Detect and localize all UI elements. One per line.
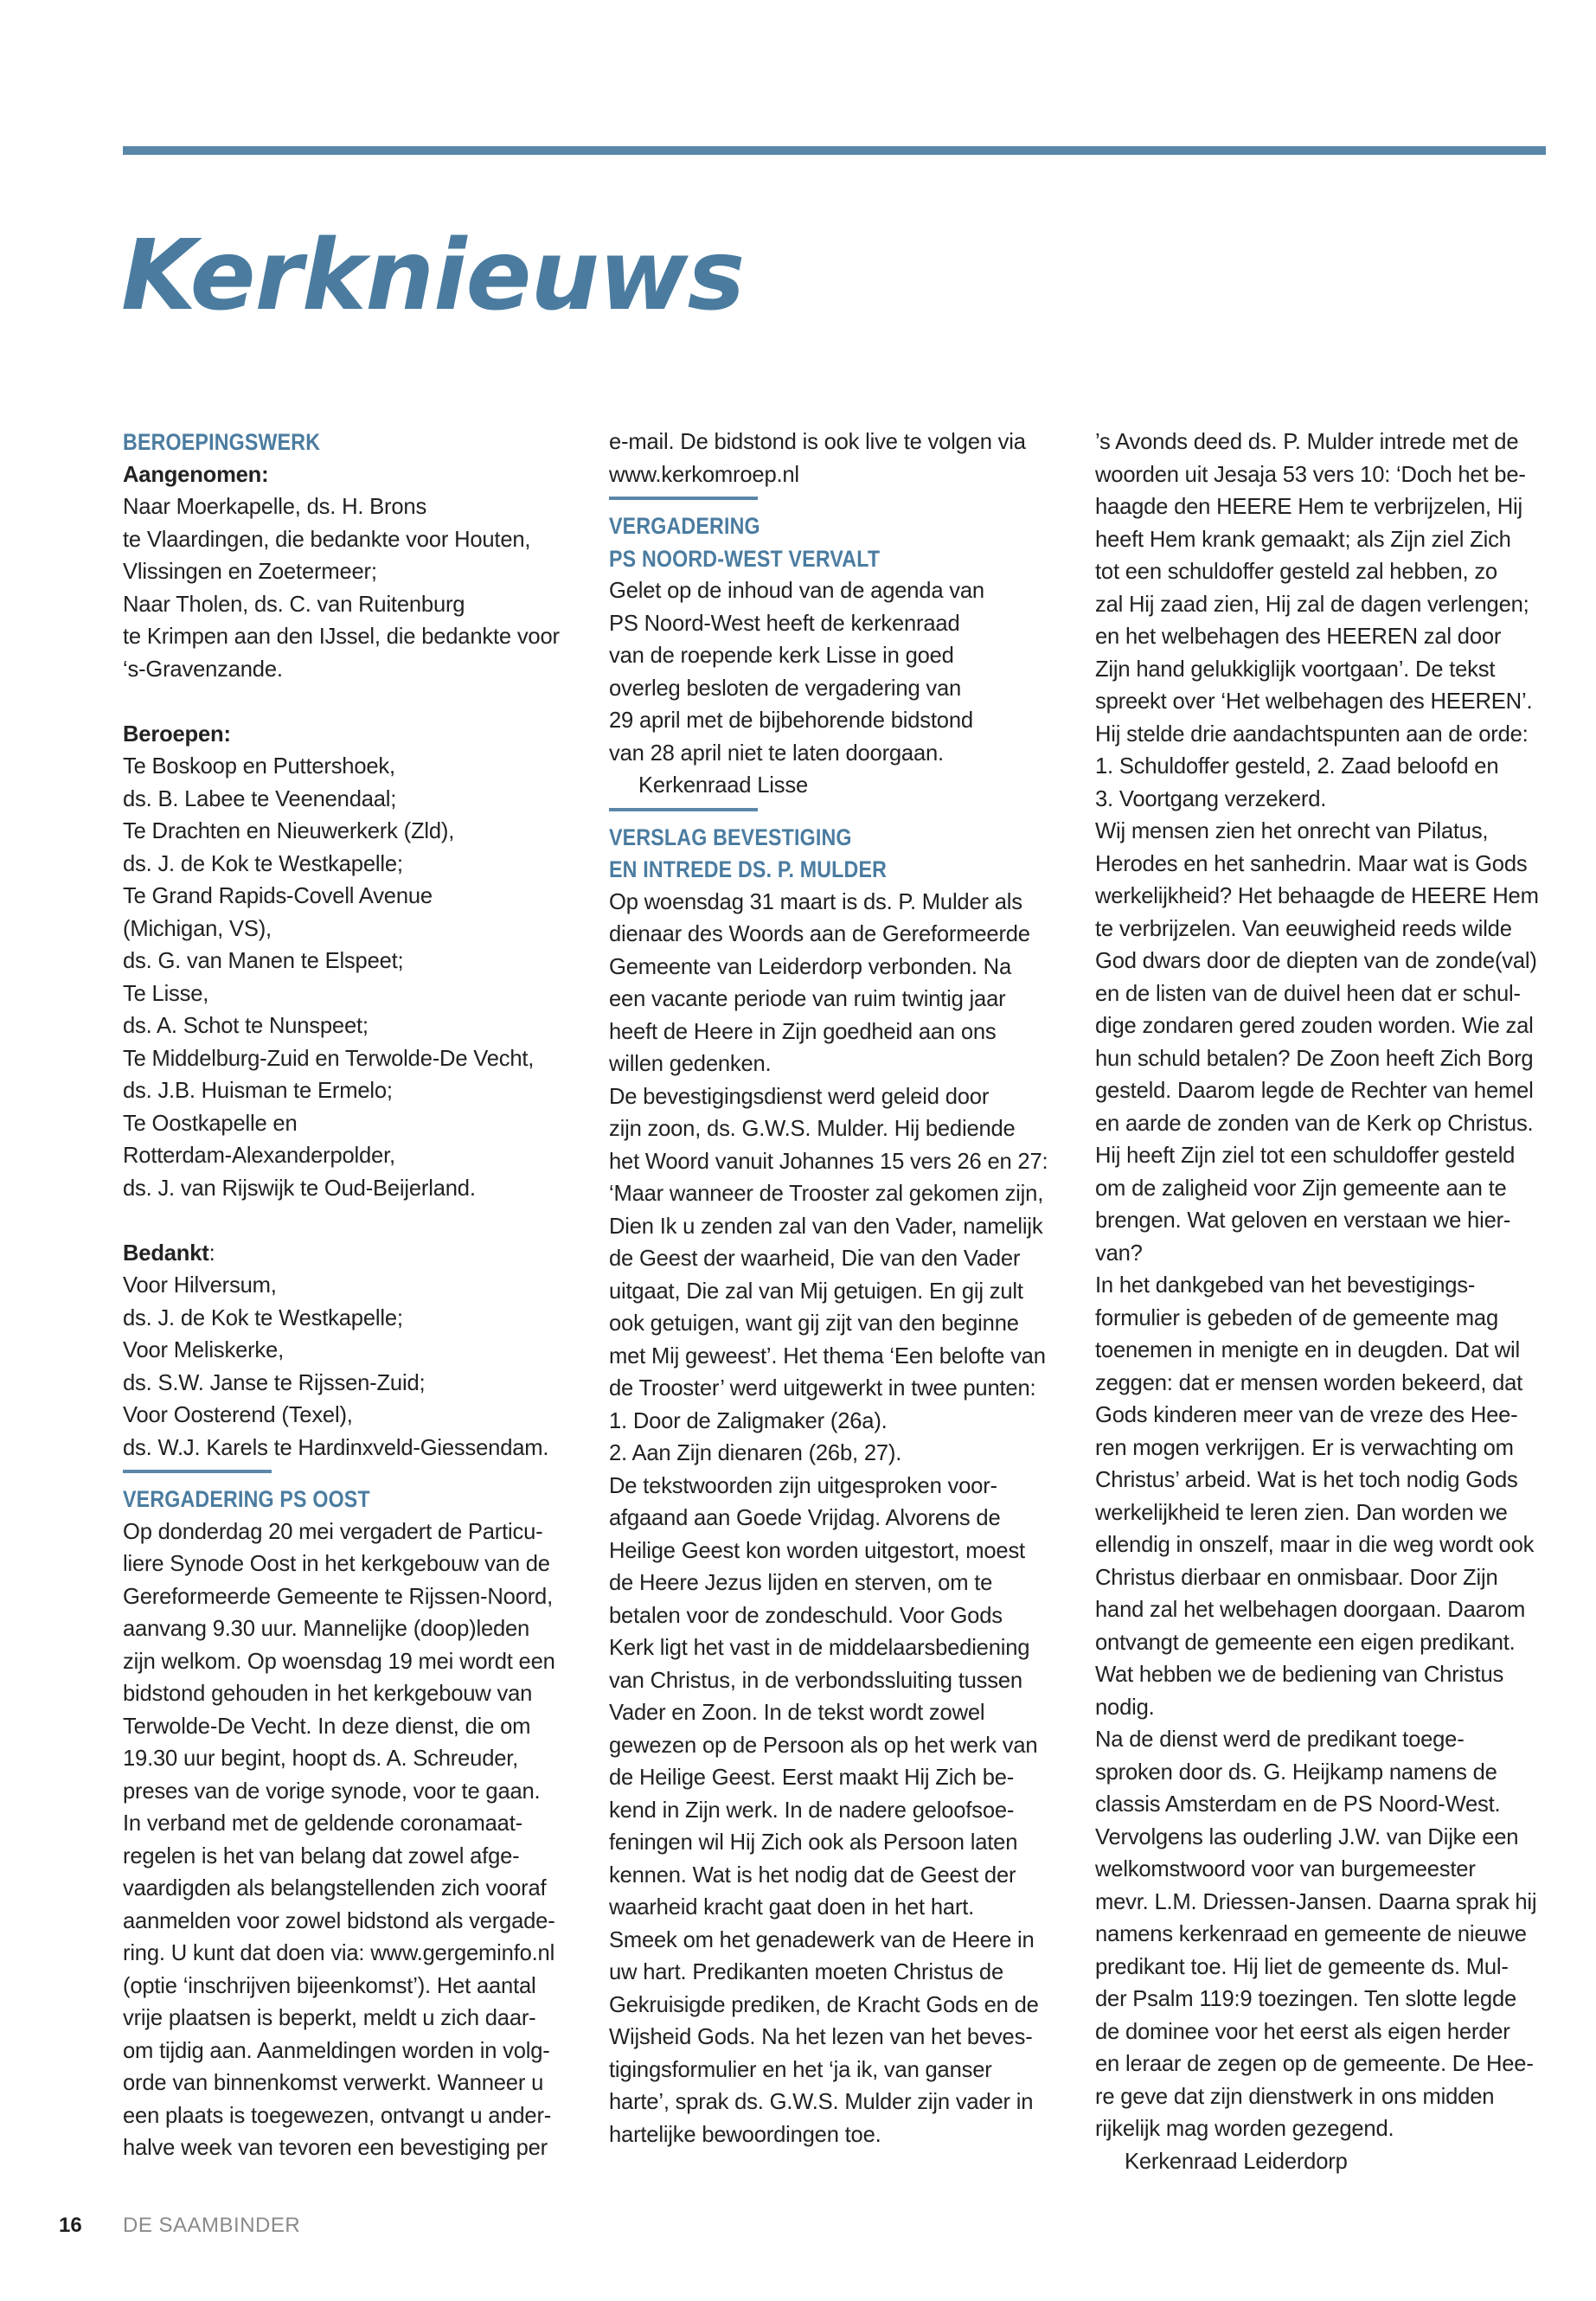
text-line: en de listen van de duivel heen dat er schul-	[1095, 981, 1521, 1006]
text-line: (optie ‘inschrijven bijeenkomst’). Het aantal	[123, 1973, 536, 1998]
text-line: ds. J. de Kok te Westkapelle;	[123, 851, 403, 876]
text-line: te verbrijzelen. Van eeuwigheid reeds wilde	[1095, 916, 1512, 941]
section-separator	[123, 1465, 573, 1484]
section-heading: VERGADERING PS OOST	[123, 1486, 370, 1512]
text-line: Gods kinderen meer van de vreze des Hee-	[1095, 1403, 1518, 1427]
text-line: preses van de vorige synode, voor te gaan.	[123, 1779, 541, 1804]
text-line: afgaand aan Goede Vrijdag. Alvorens de	[609, 1506, 1001, 1530]
text-line: het Woord vanuit Johannes 15 vers 26 en 27:	[609, 1149, 1048, 1174]
text-line: In verband met de geldende coronamaat-	[123, 1811, 522, 1836]
text-line: ds. W.J. Karels te Hardinxveld-Giessendam.	[123, 1435, 549, 1460]
text-line: Gemeente van Leiderdorp verbonden. Na	[609, 954, 1011, 979]
list-label	[123, 459, 573, 492]
text-line: zijn zoon, ds. G.W.S. Mulder. Hij bediende	[609, 1117, 1016, 1141]
text-line: 29 april met de bijbehorende bidstond	[609, 708, 973, 733]
text-line: werkelijkheid? Het behaagde de HEERE Hem	[1095, 884, 1539, 908]
text-line: spreekt over ‘Het welbehagen des HEEREN’.	[1095, 689, 1533, 714]
section-heading: BEROEPINGSWERK	[123, 429, 321, 455]
text-line: ds. J. de Kok te Westkapelle;	[123, 1305, 403, 1330]
text-line: 1. Door de Zaligmaker (26a).	[609, 1408, 888, 1433]
text-line: ‘Maar wanneer de Trooster zal gekomen zijn,	[609, 1182, 1044, 1206]
text-line: Rotterdam-Alexanderpolder,	[123, 1144, 395, 1168]
text-line: Dien Ik u zenden zal van den Vader, namelijk	[609, 1214, 1043, 1239]
text-line: willen gedenken.	[609, 1052, 772, 1076]
text-line: gewezen op de Persoon als op het werk van	[609, 1733, 1038, 1758]
list-label-text: Aangenomen:	[123, 462, 269, 487]
text-line: ‘s-Gravenzande.	[123, 657, 283, 682]
text-line: Te Boskoop en Puttershoek,	[123, 754, 395, 779]
text-line: sproken door ds. G. Heijkamp namens de	[1095, 1759, 1497, 1785]
text-line: God dwars door de diepten van de zonde(val)	[1095, 949, 1537, 973]
text-line: ds. G. van Manen te Elspeet;	[123, 949, 404, 973]
text-line: met Mij geweest’. Het thema ‘Een belofte van	[609, 1343, 1046, 1368]
text-line: De tekstwoorden zijn uitgesproken voor-	[609, 1473, 997, 1498]
separator-bar	[609, 497, 758, 500]
text-line: Gekruisigde prediken, de Kracht Gods en de	[609, 1992, 1039, 2017]
text-line: Te Lisse,	[123, 981, 209, 1006]
text-line: (Michigan, VS),	[123, 916, 272, 941]
text-line: Naar Tholen, ds. C. van Ruitenburg	[123, 592, 465, 617]
page-footer	[59, 2213, 301, 2239]
text-line: Gereformeerde Gemeente te Rijssen-Noord,	[123, 1584, 553, 1609]
text-line: Wijsheid Gods. Na het lezen van het beves-	[609, 2025, 1033, 2049]
text-line: classis Amsterdam en de PS Noord-West.	[1095, 1792, 1501, 1817]
text-line: de Heilige Geest. Eerst maakt Hij Zich be-	[609, 1766, 1015, 1790]
text-line: Hij stelde drie aandachtspunten aan de orde:	[1095, 721, 1529, 747]
list-label-text: Beroepen:	[123, 721, 231, 747]
text-line: nodig.	[1095, 1695, 1155, 1720]
section-heading: VERSLAG BEVESTIGING	[609, 824, 852, 850]
text-line: predikant toe. Hij liet de gemeente ds. Mul-	[1095, 1954, 1509, 1979]
text-line: Heilige Geest kon worden uitgestort, moest	[609, 1538, 1025, 1563]
list-label	[123, 719, 573, 752]
text-line: Vlissingen en Zoetermeer;	[123, 560, 377, 584]
text-line: Voor Hilversum,	[123, 1273, 277, 1298]
text-line: om tijdig aan. Aanmeldingen worden in volg-	[123, 2038, 550, 2063]
text-line: Te Grand Rapids-Covell Avenue	[123, 884, 433, 908]
separator-bar	[123, 1470, 272, 1473]
text-line: ds. S.W. Janse te Rijssen-Zuid;	[123, 1370, 426, 1395]
section-heading: VERGADERING	[609, 513, 760, 539]
text-line: heeft Hem krank gemaakt; als Zijn ziel Zich	[1095, 527, 1511, 552]
text-line: www.kerkomroep.nl	[609, 462, 799, 487]
text-line: heeft de Heere in Zijn goedheid aan ons	[609, 1019, 997, 1044]
text-line: kend in Zijn werk. In de nadere geloofsoe-	[609, 1798, 1015, 1823]
text-line: te Vlaardingen, die bedankte voor Houten,	[123, 527, 531, 552]
text-line: De bevestigingsdienst werd geleid door	[609, 1084, 990, 1109]
text-line: dige zondaren gered zouden worden. Wie zal	[1095, 1014, 1534, 1038]
text-line: woorden uit Jesaja 53 vers 10: ‘Doch het be-	[1095, 462, 1526, 487]
text-line: In het dankgebed van het bevestigings-	[1095, 1273, 1476, 1298]
text-line: Gelet op de inhoud van de agenda van	[609, 579, 984, 603]
text-line: halve week van tevoren een bevestiging per	[123, 2136, 548, 2160]
text-line: Na de dienst werd de predikant toege-	[1095, 1727, 1465, 1752]
article-column-1	[123, 426, 573, 2165]
text-line: zijn welkom. Op woensdag 19 mei wordt een	[123, 1649, 555, 1674]
list-label-suffix: :	[208, 1240, 215, 1266]
text-line: harte’, sprak ds. G.W.S. Mulder zijn vader in	[609, 2090, 1034, 2114]
text-line: Zijn hand gelukkiglijk voortgaan’. De tekst	[1095, 657, 1496, 682]
text-line: re geve dat zijn dienstwerk in ons midden	[1095, 2084, 1495, 2109]
text-line: te Krimpen aan den IJssel, die bedankte voor	[123, 625, 560, 649]
text-line: uitgaat, Die zal van Mij getuigen. En gij zult	[609, 1279, 1023, 1304]
text-line: haagde den HEERE Hem te verbrijzelen, Hij	[1095, 495, 1522, 519]
text-line: formulier is gebeden of de gemeente mag	[1095, 1305, 1498, 1330]
text-line: werkelijkheid te leren zien. Dan worden we	[1095, 1500, 1508, 1525]
text-line: Vader en Zoon. In de tekst wordt zowel	[609, 1701, 985, 1725]
section-heading: EN INTREDE DS. P. MULDER	[609, 856, 888, 882]
text-line: Hij heeft Zijn ziel tot een schuldoffer gesteld	[1095, 1144, 1516, 1168]
text-line: ook getuigen, want gij zijt van den beginne	[609, 1311, 1019, 1336]
text-line: Te Oostkapelle en	[123, 1111, 298, 1136]
text-line: ds. J.B. Huisman te Ermelo;	[123, 1079, 393, 1103]
page-title: Kerknieuws	[121, 220, 745, 332]
text-line: namens kerkenraad en gemeente de nieuwe	[1095, 1922, 1527, 1946]
text-line: Vervolgens las ouderling J.W. van Dijke een	[1095, 1824, 1519, 1849]
text-line: en het welbehagen des HEEREN zal door	[1095, 625, 1502, 649]
text-line: der Psalm 119:9 toezingen. Ten slotte legde	[1095, 1987, 1517, 2011]
text-line: ring. U kunt dat doen via: www.gergeminfo.nl	[123, 1941, 555, 1965]
text-line: 2. Aan Zijn dienaren (26b, 27).	[609, 1441, 902, 1465]
text-line: ’s Avonds deed ds. P. Mulder intrede met de	[1095, 430, 1519, 454]
text-line: Wij mensen zien het onrecht van Pilatus,	[1095, 819, 1489, 843]
text-line: Christus dierbaar en onmisbaar. Door Zijn	[1095, 1565, 1498, 1590]
article-column-2	[609, 426, 1059, 2151]
text-line: Te Middelburg-Zuid en Terwolde-De Vecht,	[123, 1046, 535, 1071]
text-line: betalen voor de zondeschuld. Voor Gods	[609, 1603, 1003, 1628]
text-line: vaardigden als belangstellenden zich vooraf	[123, 1876, 547, 1900]
text-line: brengen. Wat geloven en verstaan we hier-	[1095, 1208, 1511, 1233]
text-line: Herodes en het sanhedrin. Maar wat is Gods	[1095, 851, 1528, 876]
publication-name: DE SAAMBINDER	[123, 2214, 301, 2237]
list-label	[123, 1238, 573, 1271]
separator-bar	[609, 808, 758, 811]
text-line: aanvang 9.30 uur. Mannelijke (doop)leden	[123, 1617, 530, 1641]
text-line: aanmelden voor zowel bidstond als vergade-	[123, 1908, 555, 1933]
text-line: Wat hebben we de bediening van Christus	[1095, 1663, 1504, 1687]
text-line: Op donderdag 20 mei vergadert de Particu-	[123, 1519, 543, 1544]
text-line: feningen wil Hij Zich ook als Persoon laten	[609, 1830, 1018, 1855]
paragraph-gap	[123, 686, 573, 719]
text-line: Naar Moerkapelle, ds. H. Brons	[123, 495, 427, 519]
text-line: ds. J. van Rijswijk te Oud-Beijerland.	[123, 1176, 476, 1201]
top-rule	[123, 146, 1546, 155]
page-number: 16	[59, 2214, 82, 2237]
text-line: mevr. L.M. Driessen-Jansen. Daarna sprak hij	[1095, 1889, 1537, 1914]
text-line: van?	[1095, 1240, 1143, 1266]
text-line: kennen. Wat is het nodig dat de Geest der	[609, 1862, 1016, 1888]
text-line: een vacante periode van ruim twintig jaar	[609, 987, 1006, 1011]
text-line: Voor Meliskerke,	[123, 1338, 284, 1362]
text-line: e-mail. De bidstond is ook live te volgen via	[609, 430, 1026, 454]
text-line: ds. B. Labee te Veenendaal;	[123, 786, 397, 811]
text-line: Op woensdag 31 maart is ds. P. Mulder als	[609, 889, 1022, 914]
text-line: waarheid kracht gaat doen in het hart.	[609, 1895, 975, 1920]
text-line: Smeek om het genadewerk van de Heere in	[609, 1927, 1035, 1952]
text-line: ds. A. Schot te Nunspeet;	[123, 1014, 369, 1038]
text-line: de Trooster’ werd uitgewerkt in twee punten:	[609, 1376, 1036, 1400]
text-line: rijkelijk mag worden gezegend.	[1095, 2117, 1394, 2141]
text-line: uw hart. Predikanten moeten Christus de	[609, 1960, 1003, 1984]
text-line: bidstond gehouden in het kerkgebouw van	[123, 1682, 533, 1706]
text-line: gesteld. Daarom legde de Rechter van hemel	[1095, 1079, 1534, 1103]
text-line: en aarde de zonden van de Kerk op Christus.	[1095, 1111, 1534, 1136]
section-separator	[609, 803, 1059, 822]
signature-line: Kerkenraad Lisse	[638, 773, 808, 798]
text-line: Voor Oosterend (Texel),	[123, 1403, 353, 1427]
text-line: van Christus, in de verbondssluiting tussen	[609, 1668, 1022, 1693]
section-heading: PS NOORD-WEST VERVALT	[609, 545, 881, 572]
text-line: en leraar de zegen op de gemeente. De Hee-	[1095, 2052, 1534, 2076]
text-line: zeggen: dat er mensen worden bekeerd, dat	[1095, 1370, 1523, 1395]
text-line: een plaats is toegewezen, ontvangt u ander-	[123, 2103, 552, 2128]
paragraph-gap	[123, 1205, 573, 1238]
text-line: tot een schuldoffer gesteld zal hebben, zo	[1095, 560, 1497, 584]
text-line: zal Hij zaad zien, Hij zal de dagen verlengen;	[1095, 592, 1529, 617]
text-line: regelen is het van belang dat zowel afge-	[123, 1843, 520, 1868]
article-column-3	[1095, 426, 1562, 2178]
text-line: van 28 april niet te laten doorgaan.	[609, 740, 944, 766]
text-line: hun schuld betalen? De Zoon heeft Zich Borg	[1095, 1046, 1534, 1071]
text-line: 3. Voortgang verzekerd.	[1095, 786, 1327, 811]
text-line: ellendig in onszelf, maar in die weg wordt ook	[1095, 1533, 1535, 1557]
text-line: hand zal het welbehagen doorgaan. Daarom	[1095, 1598, 1526, 1622]
text-line: dienaar des Woords aan de Gereformeerde	[609, 922, 1030, 946]
text-line: de Geest der waarheid, Die van den Vader	[609, 1247, 1021, 1271]
text-line: toenemen in menigte en in deugden. Dat wil	[1095, 1338, 1521, 1362]
text-line: de dominee voor het eerst als eigen herder	[1095, 2019, 1510, 2044]
text-line: ontvangt de gemeente een eigen predikant.	[1095, 1630, 1516, 1655]
text-line: welkomstwoord voor van burgemeester	[1095, 1857, 1476, 1881]
text-line: van de roepende kerk Lisse in goed	[609, 644, 954, 668]
text-line: 19.30 uur begint, hoopt ds. A. Schreuder,	[123, 1747, 519, 1771]
text-line: ren mogen verkrijgen. Er is verwachting om	[1095, 1435, 1514, 1460]
section-separator	[609, 491, 1059, 510]
text-line: hartelijke bewoordingen toe.	[609, 2122, 881, 2147]
text-line: vrije plaatsen is beperkt, meldt u zich daar-	[123, 2006, 536, 2030]
text-line: PS Noord-West heeft de kerkenraad	[609, 611, 960, 636]
text-line: overleg besloten de vergadering van	[609, 676, 962, 701]
text-line: Terwolde-De Vecht. In deze dienst, die om	[123, 1714, 531, 1739]
list-label-text: Bedankt	[123, 1240, 209, 1266]
text-line: Kerk ligt het vast in de middelaarsbediening	[609, 1636, 1030, 1660]
text-line: Te Drachten en Nieuwerkerk (Zld),	[123, 819, 455, 843]
text-line: Christus’ arbeid. Wat is het toch nodig Gods	[1095, 1468, 1518, 1492]
text-line: de Heere Jezus lijden en sterven, om te	[609, 1571, 993, 1595]
text-line: 1. Schuldoffer gesteld, 2. Zaad beloofd en	[1095, 754, 1499, 779]
text-line: tigingsformulier en het ‘ja ik, van ganser	[609, 2057, 992, 2082]
signature-line: Kerkenraad Leiderdorp	[1125, 2149, 1348, 2174]
text-line: om de zaligheid voor Zijn gemeente aan te	[1095, 1176, 1507, 1201]
text-line: liere Synode Oost in het kerkgebouw van de	[123, 1552, 550, 1576]
text-line: orde van binnenkomst verwerkt. Wanneer u	[123, 2071, 544, 2095]
